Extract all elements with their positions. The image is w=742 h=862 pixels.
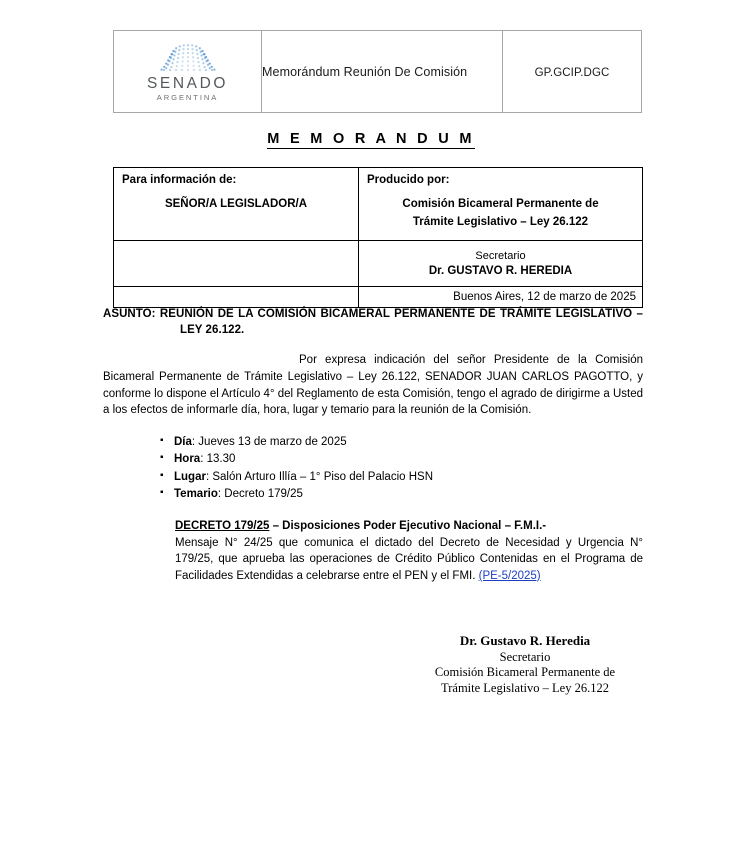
- decree-description: [175, 535, 643, 584]
- decree-heading-rest: – Disposiciones Poder Ejecutivo Nacional – F.M.I.-: [269, 519, 547, 532]
- signatory-role: Secretario: [499, 649, 551, 664]
- info-table: [113, 167, 643, 308]
- senado-logo: [147, 38, 228, 101]
- list-item: [103, 434, 643, 451]
- producer-block: [359, 168, 642, 240]
- subject-line: [103, 307, 643, 338]
- detail-label: Temario: [174, 488, 218, 501]
- detail-value: : Decreto 179/25: [217, 488, 303, 501]
- header-logo-cell: [114, 31, 262, 113]
- memorandum-heading: [0, 131, 742, 147]
- info-table-row-2: [114, 241, 643, 287]
- header-title-cell: [262, 31, 503, 113]
- info-cell-place-date: [359, 287, 643, 308]
- producer-label: Producido por:: [367, 174, 450, 186]
- recipient-label: Para información de:: [122, 174, 237, 186]
- list-item: [103, 451, 643, 468]
- detail-label: Hora: [174, 453, 201, 466]
- body-paragraph: Por expresa indicación del señor Presidente de la Comisión Bicameral Permanente de Trámite Legislativo – Ley 26.122, SENADOR JUAN CARLOS PAGOTTO, y conforme lo dispone el Artículo 4° del Reglamento de esta Comisión, tengo el agrado de dirigirme a Usted a los efectos de informarle día, hora, lugar y temario para la reunión de la Comisión.: [103, 354, 643, 417]
- secretary-name: Dr. GUSTAVO R. HEREDIA: [428, 264, 573, 277]
- document-body: [103, 307, 643, 584]
- logo-argentina-text: ARGENTINA: [156, 92, 219, 102]
- list-item: [103, 486, 643, 503]
- producer-value-line2: Trámite Legislativo – Ley 26.122: [412, 215, 589, 228]
- info-cell-producer: [359, 168, 643, 241]
- signatory-name: Dr. Gustavo R. Heredia: [459, 633, 591, 648]
- detail-label: Lugar: [174, 470, 206, 483]
- decree-body-text: Mensaje N° 24/25 que comunica el dictado del Decreto de Necesidad y Urgencia N° 179/25, que aprueba las operaciones de Crédito Público Contenidas en el Programa de Facilidades Extendidas a celebrarse entre el PEN y el FMI.: [175, 537, 643, 582]
- signature-block: [380, 633, 670, 697]
- decree-number: DECRETO 179/25: [175, 519, 270, 532]
- signatory-org-line2: Trámite Legislativo – Ley 26.122: [441, 681, 609, 696]
- pe-reference-link[interactable]: (PE-5/2025): [478, 569, 541, 582]
- place-date-block: [359, 287, 642, 307]
- decree-heading: [175, 518, 643, 534]
- signatory-org-line1: Comisión Bicameral Permanente de: [434, 665, 616, 680]
- recipient-block: [114, 168, 358, 223]
- detail-value: : Salón Arturo Illía – 1° Piso del Palacio HSN: [205, 470, 433, 483]
- detail-label: Día: [174, 435, 192, 448]
- subject-text: REUNIÓN DE LA COMISIÓN BICAMERAL PERMANENTE DE TRÁMITE LEGISLATIVO – LEY 26.122.: [159, 308, 643, 336]
- producer-value-line1: Comisión Bicameral Permanente de: [402, 198, 599, 210]
- header-table: [113, 30, 642, 113]
- info-cell-empty: [114, 241, 359, 287]
- place-date: Buenos Aires, 12 de marzo de 2025: [453, 291, 636, 304]
- header-code-cell: [503, 31, 642, 113]
- detail-value: : 13.30: [200, 453, 236, 466]
- info-table-row-3: [114, 287, 643, 308]
- recipient-value: SEÑOR/A LEGISLADOR/A: [164, 198, 308, 210]
- info-cell-recipient: [114, 168, 359, 241]
- subject-keyword: ASUNTO:: [103, 308, 156, 320]
- list-item: [103, 469, 643, 486]
- meeting-details-list: [103, 434, 643, 504]
- secretary-role: Secretario: [475, 250, 526, 263]
- detail-value: : Jueves 13 de marzo de 2025: [191, 435, 347, 448]
- header-table-row: [114, 31, 642, 113]
- info-cell-secretary: [359, 241, 643, 287]
- info-table-row-1: [114, 168, 643, 241]
- document-code: GP.GCIP.DGC: [534, 66, 610, 79]
- memorandum-heading-text: M E M O R A N D U M: [267, 131, 475, 147]
- info-cell-empty-2: [114, 287, 359, 308]
- senate-hemicycle-icon: [151, 40, 225, 74]
- decree-block: [103, 518, 643, 584]
- secretary-block: [359, 241, 642, 286]
- logo-senado-text: SENADO: [146, 75, 229, 93]
- document-title: Memorándum Reunión De Comisión: [262, 64, 468, 79]
